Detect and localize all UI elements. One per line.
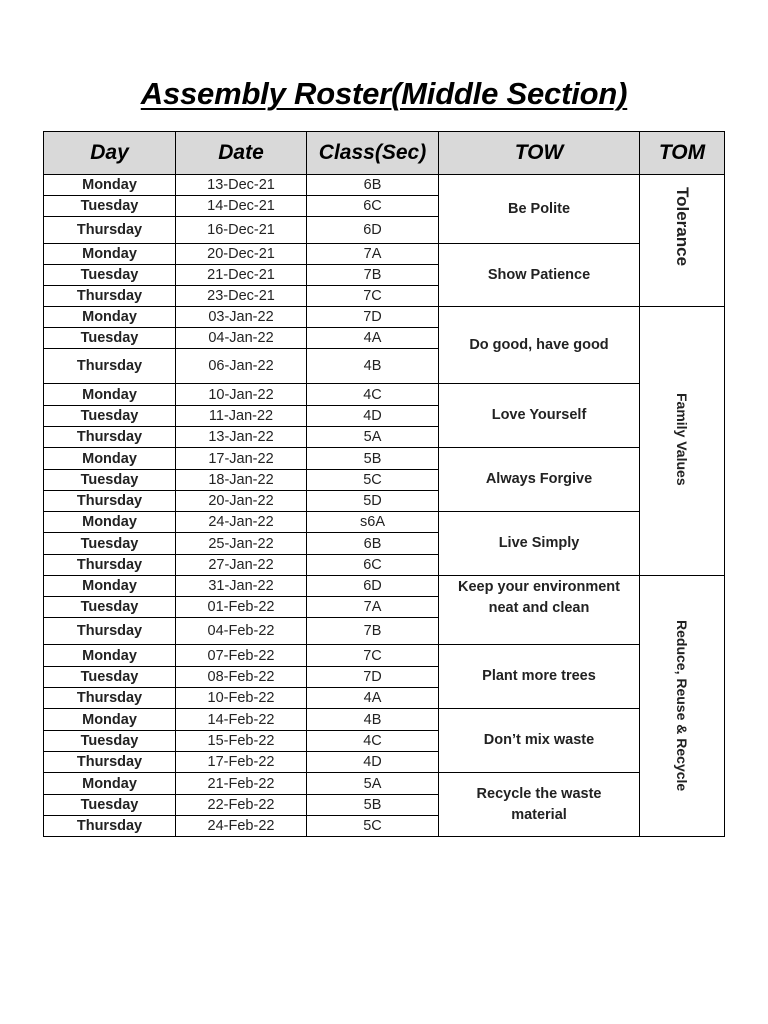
header-tom: TOM xyxy=(640,132,725,175)
tow-label: Don’t mix waste xyxy=(483,732,595,748)
date-cell: 22-Feb-22 xyxy=(176,795,307,816)
date-cell: 07-Feb-22 xyxy=(176,645,307,667)
day-cell: Thursday xyxy=(44,688,176,709)
day-cell: Tuesday xyxy=(44,795,176,816)
table-row xyxy=(44,709,725,731)
class-cell: 5C xyxy=(307,816,439,837)
tow-cell xyxy=(439,175,640,244)
date-cell: 16-Dec-21 xyxy=(176,217,307,244)
tow-label: Always Forgive xyxy=(485,471,593,487)
table-row xyxy=(44,448,725,470)
class-cell: 5B xyxy=(307,448,439,470)
header-row xyxy=(44,132,725,175)
table-row xyxy=(44,773,725,795)
header-class: Class(Sec) xyxy=(307,132,439,175)
date-cell: 10-Feb-22 xyxy=(176,688,307,709)
class-cell: 6B xyxy=(307,533,439,555)
class-cell: 7C xyxy=(307,286,439,307)
tow-cell xyxy=(439,773,640,837)
class-cell: 5A xyxy=(307,773,439,795)
date-cell: 18-Jan-22 xyxy=(176,470,307,491)
table-row xyxy=(44,244,725,265)
date-cell: 27-Jan-22 xyxy=(176,555,307,576)
day-cell: Thursday xyxy=(44,349,176,384)
day-cell: Tuesday xyxy=(44,470,176,491)
tow-cell xyxy=(439,709,640,773)
roster-table xyxy=(43,131,725,837)
day-cell: Thursday xyxy=(44,427,176,448)
tow-label: Keep your environment neat and clean xyxy=(458,579,620,616)
tow-label: Be Polite xyxy=(507,200,571,217)
page-title: Assembly Roster(Middle Section) xyxy=(140,76,628,111)
date-cell: 21-Dec-21 xyxy=(176,265,307,286)
tow-label: Do good, have good xyxy=(469,336,609,353)
day-cell: Monday xyxy=(44,448,176,470)
date-cell: 24-Jan-22 xyxy=(176,512,307,533)
day-cell: Monday xyxy=(44,512,176,533)
day-cell: Thursday xyxy=(44,217,176,244)
class-cell: 6D xyxy=(307,576,439,597)
class-cell: 7D xyxy=(307,307,439,328)
class-cell: 4A xyxy=(307,328,439,349)
class-cell: 6D xyxy=(307,217,439,244)
header-day: Day xyxy=(44,132,176,175)
tom-label: Family Values xyxy=(674,393,690,486)
table-row xyxy=(44,307,725,328)
date-cell: 13-Dec-21 xyxy=(176,175,307,196)
class-cell: 4A xyxy=(307,688,439,709)
date-cell: 20-Jan-22 xyxy=(176,491,307,512)
day-cell: Tuesday xyxy=(44,265,176,286)
date-cell: 17-Jan-22 xyxy=(176,448,307,470)
class-cell: 7D xyxy=(307,667,439,688)
tom-cell xyxy=(640,175,725,307)
date-cell: 14-Feb-22 xyxy=(176,709,307,731)
class-cell: 7A xyxy=(307,244,439,265)
day-cell: Monday xyxy=(44,175,176,196)
class-cell: 4C xyxy=(307,384,439,406)
tow-cell xyxy=(439,645,640,709)
date-cell: 15-Feb-22 xyxy=(176,731,307,752)
day-cell: Thursday xyxy=(44,816,176,837)
class-cell: 6B xyxy=(307,175,439,196)
day-cell: Thursday xyxy=(44,286,176,307)
day-cell: Tuesday xyxy=(44,597,176,618)
class-cell: s6A xyxy=(307,512,439,533)
day-cell: Thursday xyxy=(44,618,176,645)
tom-label: Tolerance xyxy=(673,187,692,267)
day-cell: Tuesday xyxy=(44,196,176,217)
class-cell: 5A xyxy=(307,427,439,448)
day-cell: Monday xyxy=(44,384,176,406)
day-cell: Tuesday xyxy=(44,667,176,688)
tow-cell xyxy=(439,307,640,384)
table-row xyxy=(44,576,725,597)
date-cell: 20-Dec-21 xyxy=(176,244,307,265)
date-cell: 13-Jan-22 xyxy=(176,427,307,448)
class-cell: 4D xyxy=(307,406,439,427)
day-cell: Tuesday xyxy=(44,328,176,349)
tow-label: Live Simply xyxy=(498,535,580,551)
tow-cell xyxy=(439,512,640,576)
class-cell: 7B xyxy=(307,618,439,645)
class-cell: 7A xyxy=(307,597,439,618)
class-cell: 7B xyxy=(307,265,439,286)
date-cell: 23-Dec-21 xyxy=(176,286,307,307)
day-cell: Thursday xyxy=(44,555,176,576)
header-tow: TOW xyxy=(439,132,640,175)
date-cell: 04-Jan-22 xyxy=(176,328,307,349)
class-cell: 4D xyxy=(307,752,439,773)
date-cell: 25-Jan-22 xyxy=(176,533,307,555)
table-row xyxy=(44,384,725,406)
day-cell: Tuesday xyxy=(44,533,176,555)
tow-cell xyxy=(439,448,640,512)
date-cell: 31-Jan-22 xyxy=(176,576,307,597)
class-cell: 7C xyxy=(307,645,439,667)
date-cell: 21-Feb-22 xyxy=(176,773,307,795)
date-cell: 10-Jan-22 xyxy=(176,384,307,406)
day-cell: Tuesday xyxy=(44,731,176,752)
tom-cell xyxy=(640,576,725,837)
date-cell: 08-Feb-22 xyxy=(176,667,307,688)
date-cell: 04-Feb-22 xyxy=(176,618,307,645)
tow-label: Show Patience xyxy=(487,266,591,283)
day-cell: Monday xyxy=(44,576,176,597)
tow-label: Love Yourself xyxy=(491,407,587,423)
tow-label: Recycle the waste material xyxy=(476,785,602,823)
day-cell: Monday xyxy=(44,307,176,328)
class-cell: 6C xyxy=(307,555,439,576)
table-row xyxy=(44,512,725,533)
table-row xyxy=(44,645,725,667)
class-cell: 4C xyxy=(307,731,439,752)
class-cell: 5D xyxy=(307,491,439,512)
class-cell: 5B xyxy=(307,795,439,816)
tow-cell xyxy=(439,244,640,307)
tom-cell xyxy=(640,307,725,576)
day-cell: Monday xyxy=(44,709,176,731)
day-cell: Monday xyxy=(44,645,176,667)
class-cell: 4B xyxy=(307,709,439,731)
tom-label: Reduce, Reuse & Recycle xyxy=(674,620,690,792)
day-cell: Thursday xyxy=(44,752,176,773)
table-row xyxy=(44,175,725,196)
header-date: Date xyxy=(176,132,307,175)
date-cell: 01-Feb-22 xyxy=(176,597,307,618)
class-cell: 4B xyxy=(307,349,439,384)
class-cell: 6C xyxy=(307,196,439,217)
date-cell: 14-Dec-21 xyxy=(176,196,307,217)
tow-cell xyxy=(439,384,640,448)
day-cell: Thursday xyxy=(44,491,176,512)
date-cell: 24-Feb-22 xyxy=(176,816,307,837)
class-cell: 5C xyxy=(307,470,439,491)
day-cell: Monday xyxy=(44,773,176,795)
tow-cell xyxy=(439,576,640,645)
day-cell: Monday xyxy=(44,244,176,265)
tow-label: Plant more trees xyxy=(482,668,596,684)
date-cell: 03-Jan-22 xyxy=(176,307,307,328)
day-cell: Tuesday xyxy=(44,406,176,427)
date-cell: 06-Jan-22 xyxy=(176,349,307,384)
date-cell: 17-Feb-22 xyxy=(176,752,307,773)
date-cell: 11-Jan-22 xyxy=(176,406,307,427)
